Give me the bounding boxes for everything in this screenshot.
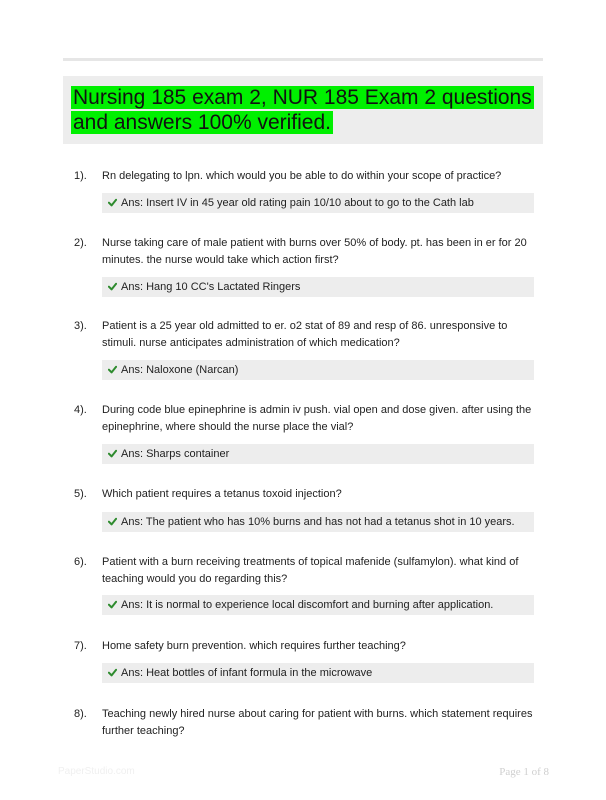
top-divider [63, 58, 543, 61]
answer-text: Ans: Insert IV in 45 year old rating pain 10/10 about to go to the Cath lab [121, 197, 474, 209]
question-number: 3). [74, 320, 87, 332]
question-number: 7). [74, 640, 87, 652]
answer-box [102, 193, 534, 213]
answer-text: Ans: Hang 10 CC's Lactated Ringers [121, 281, 301, 293]
answer-box [102, 277, 534, 297]
answer-text: Ans: Sharps container [121, 448, 230, 460]
answer-box [102, 595, 534, 615]
answer-text: Ans: The patient who has 10% burns and has not had a tetanus shot in 10 years. [121, 516, 515, 528]
check-icon [108, 600, 117, 609]
answer-box [102, 444, 534, 464]
question-number: 4). [74, 404, 87, 416]
answer-text: Ans: It is normal to experience local discomfort and burning after application. [121, 599, 494, 611]
check-icon [108, 517, 117, 526]
question-number: 1). [74, 170, 87, 182]
answer-box [102, 360, 534, 380]
question-number: 2). [74, 237, 87, 249]
question-number: 5). [74, 488, 87, 500]
question-text: Which patient requires a tetanus toxoid injection? [102, 488, 342, 500]
check-icon [108, 449, 117, 458]
page-number: Page 1 of 8 [499, 766, 549, 778]
footer-site-watermark: PaperStudio.com [58, 766, 135, 777]
check-icon [108, 668, 117, 677]
check-icon [108, 282, 117, 291]
answer-text: Ans: Naloxone (Narcan) [121, 364, 239, 376]
question-number: 6). [74, 556, 87, 568]
question-text: Home safety burn prevention. which requires further teaching? [102, 640, 406, 652]
title-box [63, 76, 543, 144]
question-text: During code blue epinephrine is admin iv push. vial open and dose given. after using the epinephrine, where should the nurse place the vial? [102, 404, 532, 433]
answer-box [102, 512, 534, 532]
question-text: Rn delegating to lpn. which would you be able to do within your scope of practice? [102, 170, 502, 182]
answer-text: Ans: Heat bottles of infant formula in the microwave [121, 667, 373, 679]
question-text: Teaching newly hired nurse about caring for patient with burns. which statement requires further teaching? [102, 708, 533, 737]
check-icon [108, 365, 117, 374]
question-text: Patient is a 25 year old admitted to er. o2 stat of 89 and resp of 86. unresponsive to stimuli. nurse anticipates administration of which medication? [102, 320, 508, 349]
question-text: Patient with a burn receiving treatments of topical mafenide (sulfamylon). what kind of teaching would you do regarding this? [102, 556, 519, 585]
question-text: Nurse taking care of male patient with burns over 50% of body. pt. has been in er for 20 minutes. the nurse would take which action first? [102, 237, 527, 266]
question-number: 8). [74, 708, 87, 720]
document-title: Nursing 185 exam 2, NUR 185 Exam 2 questions and answers 100% verified. [73, 86, 532, 134]
check-icon [108, 198, 117, 207]
answer-box [102, 663, 534, 683]
